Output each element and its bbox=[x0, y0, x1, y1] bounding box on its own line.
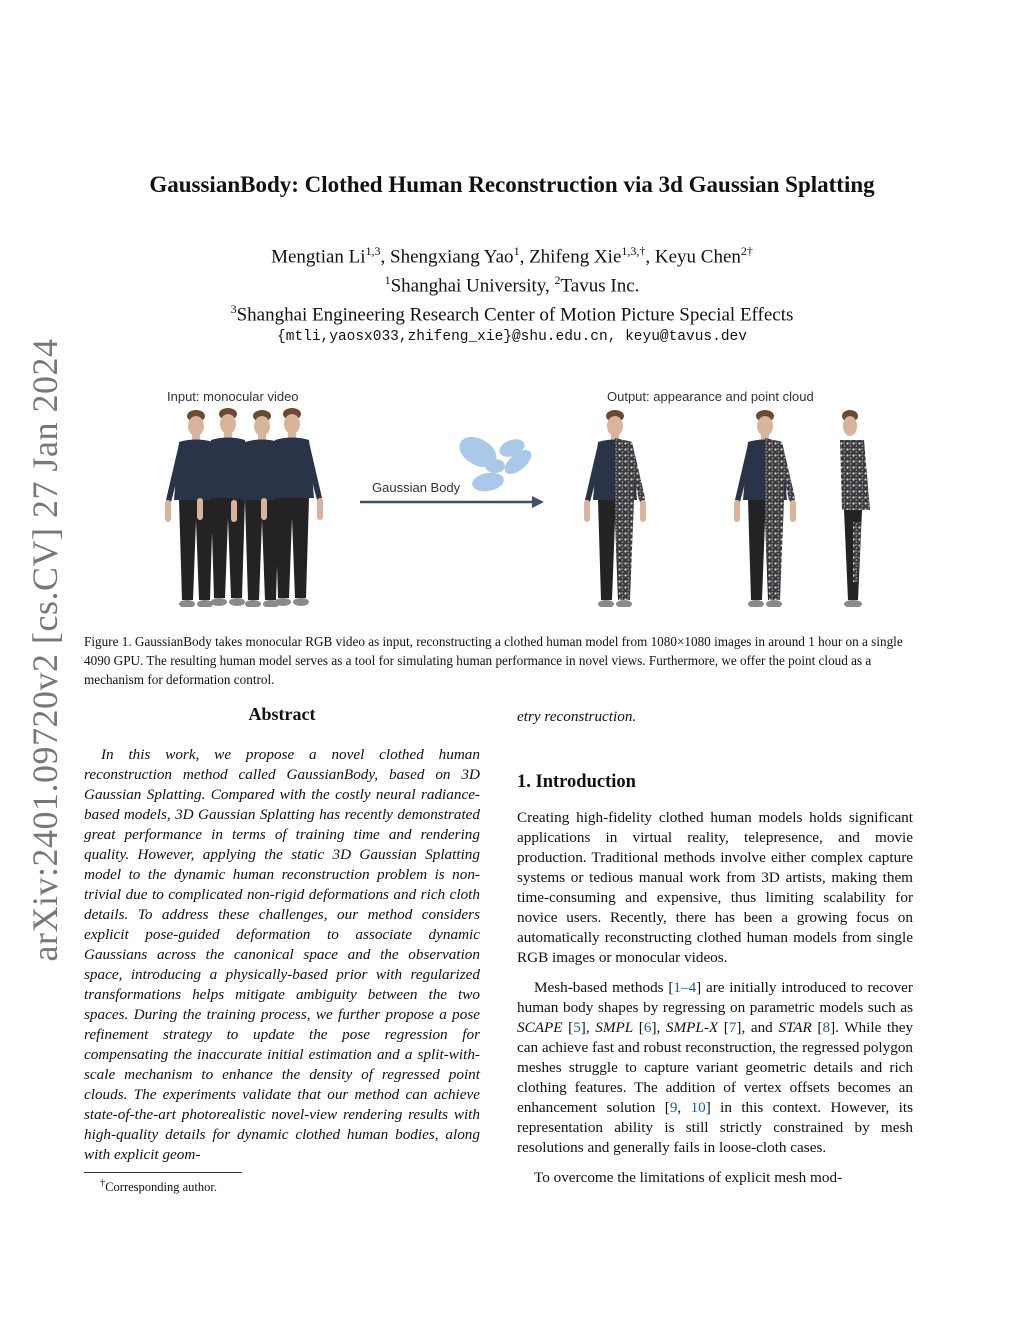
citation-link[interactable]: 10 bbox=[690, 1099, 706, 1116]
author-block bbox=[0, 240, 1024, 350]
author-names: Mengtian Li$^{1,3}$, Shengxiang Yao$^1$, Zhifeng Xie$^{1,3,\dagger}$, Keyu Chen$^{2\dagger}$ bbox=[271, 244, 753, 268]
figure-caption: Figure 1. GaussianBody takes monocular RGB video as input, reconstructing a clothed human model from 1080×1080 images in around 1 hour on a single 4090 GPU. The resulting human model serves as a tool for simulating human performance in novel views. Furthermore, we offer the point cloud as a mechanism for deformation control. bbox=[84, 634, 903, 687]
affiliations-line-1: $^1$Shanghai University, $^2$Tavus Inc. bbox=[384, 272, 640, 297]
intro-paragraph-3: To overcome the limitations of explicit mesh mod- bbox=[534, 1169, 843, 1186]
abstract-heading: Abstract bbox=[248, 704, 316, 724]
citation-link[interactable]: 8 bbox=[822, 1019, 831, 1036]
intro-paragraph-1: Creating high-fidelity clothed human models holds significant applications in virtual reality, telepresence, and movie production. Traditional methods involve either complex capture systems or tedious manual work from 3D artists, making them time-consuming and expensive, thus limiting scalability for novice users. Recently, there has been a growing focus on automatically reconstructing clothed human models from single RGB images or monocular videos. bbox=[517, 809, 913, 966]
intro-paragraph-2: Mesh-based methods [1–4] are initially introduced to recover human body shapes by regressing on parametric models such as SCAPE [5], SMPL [6], SMPL-X [7], and STAR [8]. While they can achieve fast and robust reconstruction, the regressed polygon meshes struggle to capture variant geometric details and rich clothing features. The addition of vertex offsets becomes an enhancement solution [9, 10] in this context. However, its representation ability is still strictly constrained by mesh resolutions and generally fails in loose-cloth cases. bbox=[517, 979, 914, 1156]
citation-link[interactable]: 1–4 bbox=[673, 979, 697, 996]
output-front-view bbox=[584, 410, 646, 607]
output-back-view bbox=[734, 410, 796, 607]
method-label: Gaussian Body bbox=[372, 480, 461, 495]
process-arrow bbox=[360, 496, 544, 508]
arxiv-identifier: arXiv:2401.09720v2 [cs.CV] 27 Jan 2024 bbox=[25, 338, 65, 962]
paper-title: GaussianBody: Clothed Human Reconstruction via 3d Gaussian Splatting bbox=[149, 172, 875, 197]
abstract-continuation: etry reconstruction. bbox=[517, 708, 637, 725]
citation-link[interactable]: 7 bbox=[728, 1019, 737, 1036]
input-label: Input: monocular video bbox=[167, 389, 299, 404]
output-label: Output: appearance and point cloud bbox=[607, 389, 814, 404]
abstract-text: In this work, we propose a novel clothed human reconstruction method called GaussianBody, based on 3D Gaussian Splatting. Compared with the costly neural radiance-based models, 3D Gaussian Splatting has recently demonstrated great performance in terms of training time and rendering quality. However, applying the static 3D Gaussian Splatting model to the dynamic human reconstruction problem is non-trivial due to complicated non-rigid deformations and rich cloth details. To address these challenges, our method considers explicit pose-guided deformation to associate dynamic Gaussians across the canonical space and the observation space, introducing a physically-based prior with regularized transformations helps mitigate ambiguity between the two spaces. During the training process, we further propose a pose refinement strategy to update the pose regression for compensating the inaccurate initial estimation and a split-with-scale mechanism to enhance the density of regressed point clouds. The experiments validate that our method can achieve state-of-the-art photorealistic novel-view rendering results with high-quality details for dynamic clothed human bodies, along with explicit geom- bbox=[84, 746, 480, 1163]
introduction-body bbox=[517, 808, 913, 1198]
input-video-frames bbox=[165, 408, 323, 607]
author-emails: {mtli,yaosx033,zhifeng_xie}@shu.edu.cn, keyu@tavus.dev bbox=[277, 329, 747, 346]
citation-link[interactable]: 6 bbox=[643, 1019, 652, 1036]
footnote: †Corresponding author. bbox=[100, 1178, 217, 1195]
footnote-rule bbox=[84, 1172, 242, 1173]
gaussian-icon bbox=[454, 431, 535, 494]
section-heading-introduction: 1. Introduction bbox=[517, 772, 636, 792]
citation-link[interactable]: 9 bbox=[669, 1099, 678, 1116]
figure-1 bbox=[150, 382, 890, 607]
affiliations-line-2: $^3$Shanghai Engineering Research Center of Motion Picture Special Effects bbox=[230, 301, 794, 325]
output-side-view bbox=[840, 410, 870, 607]
citation-link[interactable]: 5 bbox=[573, 1019, 581, 1036]
